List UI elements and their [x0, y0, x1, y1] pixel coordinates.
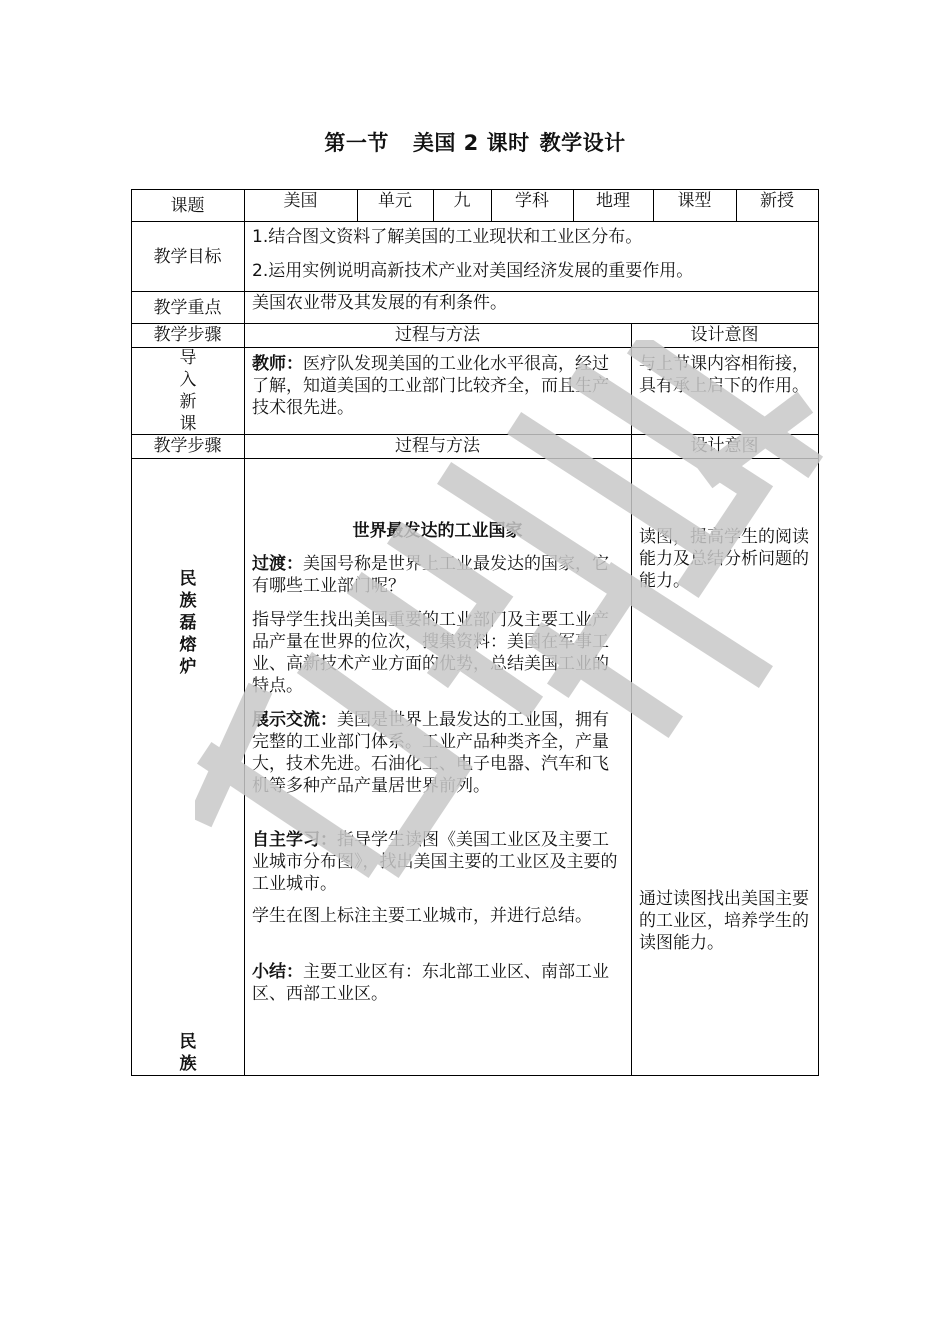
unit-value: 九: [453, 191, 471, 211]
intent-header: 设计意图: [690, 436, 759, 456]
topic-value: 美国: [283, 191, 318, 211]
intent-header: 设计意图: [690, 325, 759, 345]
steps-header: 教学步骤: [153, 325, 222, 345]
steps-header: 教学步骤: [153, 436, 222, 456]
intro-step-label: 导 入 新 课: [179, 348, 197, 434]
main-step-label: 民 族 磊 熔 炉: [179, 569, 197, 677]
page-title: 第一节 美国 2 课时 教学设计: [324, 131, 626, 155]
focus-label: 教学重点: [153, 298, 222, 318]
section-title: 世界最发达的工业国家: [352, 521, 523, 541]
main-intent-2: 通过读图找出美国主要的工业区，培养学生的读图能力。: [639, 889, 809, 953]
subject-value: 地理: [596, 191, 630, 211]
summary-paragraph: 小结：主要工业区有：东北部工业区、南部工业区、西部工业区。: [252, 962, 609, 1004]
topic-label: 课题: [170, 196, 205, 216]
focus-text: 美国农业带及其发展的有利条件。: [252, 293, 507, 313]
self-study-paragraph: 自主学习：指导学生读图《美国工业区及主要工业城市分布图》，找出美国主要的工业区及主要的工业城市。: [252, 830, 618, 894]
intro-process: 教师：医疗队发现美国的工业化水平很高，经过了解，知道美国的工业部门比较齐全，而且生产技术很先进。: [252, 354, 609, 418]
teacher-label: 教师：: [252, 354, 303, 374]
type-value: 新授: [760, 191, 794, 211]
goal-item: 2.运用实例说明高新技术产业对美国经济发展的重要作用。: [252, 261, 694, 281]
unit-label: 单元: [378, 191, 412, 211]
intro-intent: 与上节课内容相衔接，具有承上启下的作用。: [639, 354, 809, 396]
process-header: 过程与方法: [395, 436, 480, 456]
goals-label: 教学目标: [153, 247, 222, 267]
subject-label: 学科: [515, 191, 549, 211]
exchange-paragraph: 展示交流：美国是世界上最发达的工业国，拥有完整的工业部门体系。工业产品种类齐全，产量大，技术先进。石油化工、电子电器、汽车和飞机等多种产品产量居世界前列。: [252, 710, 609, 796]
guide-paragraph: 指导学生找出美国重要的工业部门及主要工业产品产量在世界的位次，搜集资料：美国在军事工业、高新技术产业方面的优势，总结美国工业的特点。: [252, 610, 609, 696]
type-label: 课型: [677, 191, 712, 211]
goal-item: 1.结合图文资料了解美国的工业现状和工业区分布。: [252, 227, 643, 247]
process-header: 过程与方法: [395, 325, 480, 345]
mark-paragraph: 学生在图上标注主要工业城市，并进行总结。: [252, 906, 592, 926]
main-step-label-continued: 民 族: [179, 1032, 197, 1074]
transition-paragraph: 过渡：美国号称是世界上工业最发达的国家，它有哪些工业部门呢？: [252, 554, 609, 596]
main-intent-1: 读图，提高学生的阅读能力及总结分析问题的能力。: [639, 527, 809, 591]
